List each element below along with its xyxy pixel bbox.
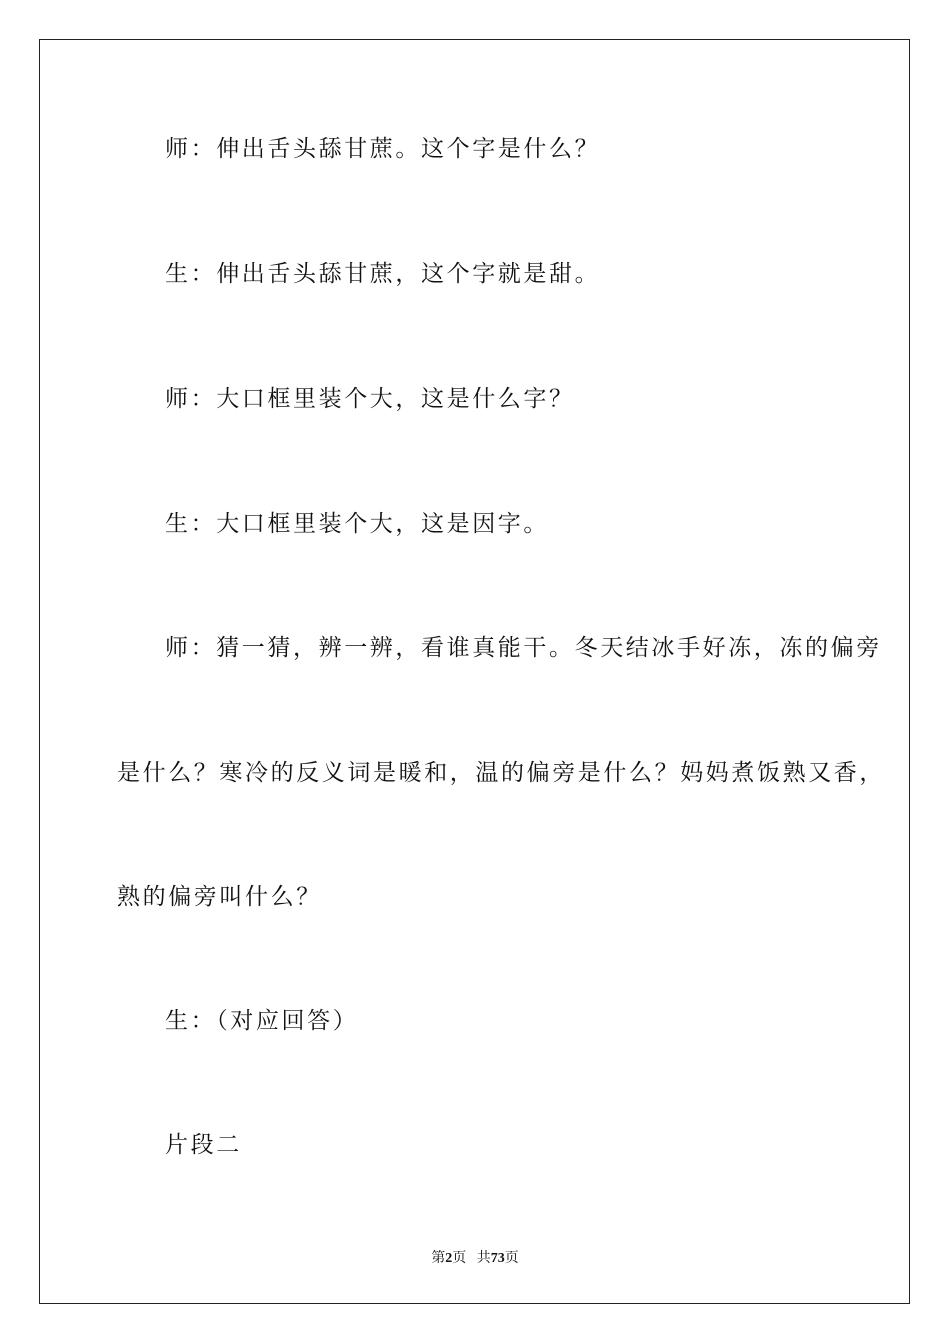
paragraph-teacher-line-3-cont: 是什么？寒冷的反义词是暖和，温的偏旁是什么？妈妈煮饭熟又香， — [117, 760, 885, 786]
paragraph-student-line-2: 生：大口框里装个大，这是因字。 — [165, 511, 549, 537]
paragraph-student-answer: 生：（对应回答） — [165, 1008, 359, 1034]
paragraph-teacher-line-3-end: 熟的偏旁叫什么？ — [117, 884, 322, 910]
footer-page-prefix: 第 — [431, 1251, 446, 1266]
section-heading: 片段二 — [165, 1132, 242, 1158]
paragraph-teacher-line-3-start: 师：猜一猜，辨一辨，看谁真能干。冬天结冰手好冻，冻的偏旁 — [165, 635, 882, 661]
paragraph-teacher-line-2: 师：大口框里装个大，这是什么字？ — [165, 386, 575, 412]
footer-page-suffix: 页 — [452, 1251, 467, 1266]
footer-total-suffix: 页 — [504, 1251, 519, 1266]
footer-page-number: 2 — [445, 1251, 453, 1266]
footer-total-pages: 73 — [490, 1251, 505, 1266]
page-footer — [0, 1247, 950, 1267]
paragraph-student-line-1: 生：伸出舌头舔甘蔗，这个字就是甜。 — [165, 261, 601, 287]
footer-total-prefix: 共 — [476, 1251, 491, 1266]
page-border — [39, 39, 910, 1304]
paragraph-teacher-line-1: 师：伸出舌头舔甘蔗。这个字是什么？ — [165, 136, 601, 162]
